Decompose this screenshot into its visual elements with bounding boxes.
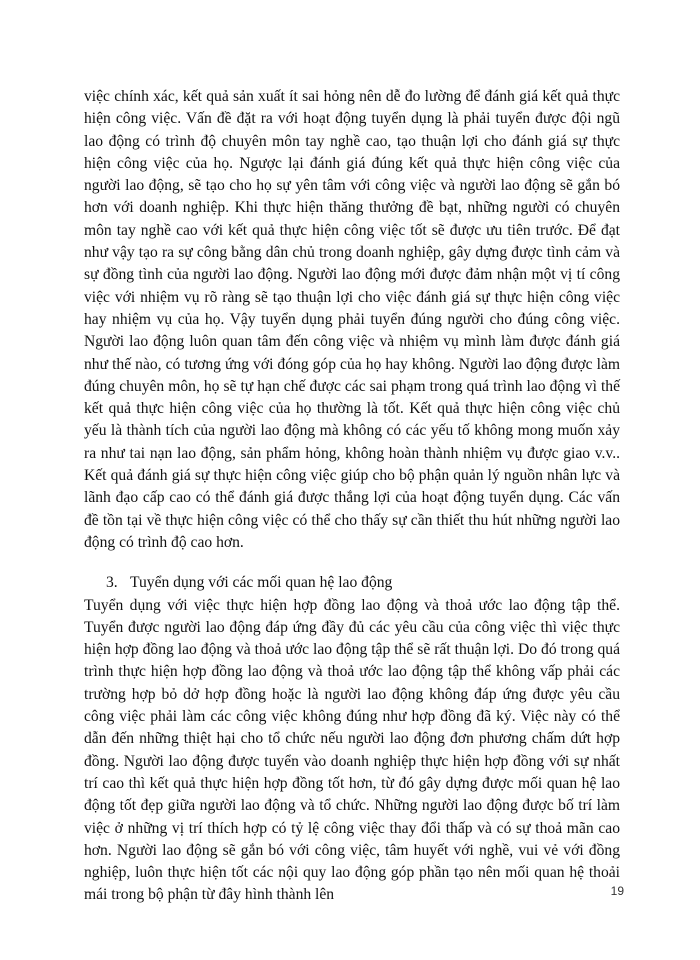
body-paragraph-2: Tuyển dụng với việc thực hiện hợp đồng lao động và thoả ước lao động tập thể. Tuyển được người lao động đáp ứng đầy đủ các yêu cầu của công việc thì việc thực hiện hợp đồng lao động và thoả ước lao động tập thể sẽ rất thuận lợi. Do đó trong quá trình thực hiện hợp đồng lao động và thoả ước lao động tập thể không vấp phải các trường hợp bỏ dở hợp đồng hoặc là người lao động không đáp ứng được yêu cầu công việc phải làm các công việc không đúng như hợp đồng đã ký. Việc này có thể dẫn đến những thiệt hại cho tổ chức nếu người lao động đơn phương chấm dứt hợp đồng. Người lao động được tuyển vào doanh nghiệp thực hiện hợp đồng với sự nhất trí cao thì kết quả thực hiện hợp đồng tốt hơn, từ đó gây dựng được mối quan hệ lao động tốt đẹp giữa người lao động và tổ chức. Những người lao động được bố trí làm việc ở những vị trí thích hợp có tỷ lệ công việc thay đổi thấp và có sự thoả mãn cao hơn. Người lao động sẽ gắn bó với công việc, tâm huyết với nghề, vui vẻ với đồng nghiệp, luôn thực hiện tốt các nội quy lao động góp phần tạo nên mối quan hệ thoải mái trong bộ phận từ đây hình thành lên	[84, 596, 620, 904]
section-heading	[84, 572, 620, 594]
section-heading-text: Tuyển dụng với các mối quan hệ lao động	[130, 574, 393, 592]
section-heading-number: 3.	[106, 574, 118, 592]
body-paragraph-1: việc chính xác, kết quả sản xuất ít sai hỏng nên dễ đo lường để đánh giá kết quả thực hiện công việc. Vấn đề đặt ra với hoạt động tuyển dụng là phải tuyển được đội ngũ lao động có trình độ chuyên môn tay nghề cao, tạo thuận lợi cho đánh giá sự thực hiện công việc của họ. Ngược lại đánh giá đúng kết quả thực hiện công việc của người lao động, sẽ tạo cho họ sự yên tâm với công việc và người lao động sẽ gắn bó hơn với doanh nghiệp. Khi thực hiện thăng thưởng đề bạt, những người có chuyên môn tay nghề cao với kết quả thực hiện công việc tốt sẽ được ưu tiên trước. Để đạt như vậy tạo ra sự công bằng dân chủ trong doanh nghiệp, gây dựng được tình cảm và sự đồng tình của người lao động. Người lao động mới được đảm nhận một vị tí công việc với nhiệm vụ rõ ràng sẽ tạo thuận lợi cho việc đánh giá sự thực hiện công việc hay nhiệm vụ của họ. Vậy tuyển dụng phải tuyển đúng người cho đúng công việc. Người lao động luôn quan tâm đến công việc và nhiệm vụ mình làm được đánh giá như thế nào, có tương ứng với đóng góp của họ hay không. Người lao động được làm đúng chuyên môn, họ sẽ tự hạn chế được các sai phạm trong quá trình lao động vì thế kết quả thực hiện công việc của họ thường là tốt. Kết quả thực hiện công việc chủ yếu là thành tích của người lao động mà không có các yếu tố không mong muốn xảy ra như tai nạn lao động, sản phẩm hỏng, không hoàn thành nhiệm vụ được giao v.v.. Kết quả đánh giá sự thực hiện công việc giúp cho bộ phận quản lý nguồn nhân lực và lãnh đạo cấp cao có thể đánh giá được thắng lợi của hoạt động tuyển dụng. Các vấn đề tồn tại về thực hiện công việc có thể cho thấy sự cần thiết thu hút những người lao động có trình độ cao hơn.	[84, 88, 620, 551]
page-body	[84, 86, 620, 907]
page-number: 19	[610, 884, 624, 898]
